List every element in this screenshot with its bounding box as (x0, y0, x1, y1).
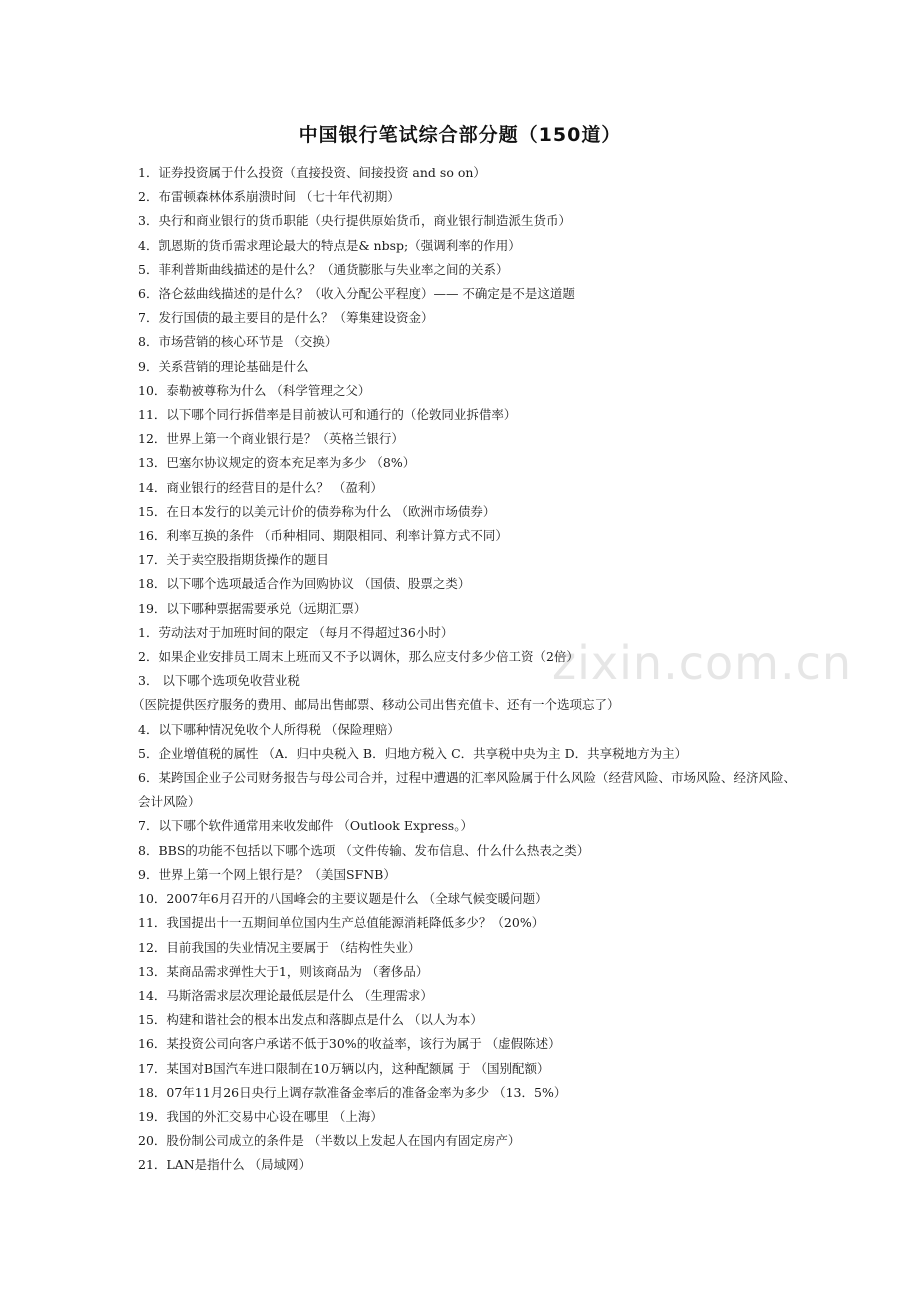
question-line: 4．以下哪种情况免收个人所得税 （保险理赔） (138, 721, 400, 737)
question-line: 18．以下哪个选项最适合作为回购协议 （国债、股票之类） (138, 576, 471, 592)
question-line: （医院提供医疗服务的费用、邮局出售邮票、移动公司出售充值卡、还有一个选项忘了） (132, 697, 620, 713)
question-line: 8．市场营销的核心环节是 （交换） (138, 334, 338, 350)
question-list (132, 161, 798, 1178)
question-line: 19．我国的外汇交易中心设在哪里 （上海） (138, 1108, 383, 1124)
question-line: 9．关系营销的理论基础是什么 (138, 358, 309, 374)
question-line: 14．马斯洛需求层次理论最低层是什么 （生理需求） (138, 987, 433, 1003)
watermark: zixin.com.cn (552, 636, 853, 690)
question-line: 7．发行国债的最主要目的是什么？（筹集建设资金） (138, 310, 434, 326)
question-line: 11．以下哪个同行拆借率是目前被认可和通行的（伦敦同业拆借率） (138, 407, 517, 423)
question-line: 17．关于卖空股指期货操作的题目 (138, 552, 329, 568)
question-line: 12．目前我国的失业情况主要属于 （结构性失业） (138, 939, 421, 955)
question-line: 1．劳动法对于加班时间的限定 （每月不得超过36小时） (138, 624, 454, 640)
question-line: 2．如果企业安排员工周末上班而又不予以调休，那么应支付多少倍工资（2倍） (138, 649, 579, 665)
question-line: 3． 以下哪个选项免收营业税 (138, 673, 300, 689)
question-line: 5．菲利普斯曲线描述的是什么？（通货膨胀与失业率之间的关系） (138, 261, 509, 277)
question-line: 21．LAN是指什么 （局域网） (138, 1157, 312, 1173)
question-line: 15．在日本发行的以美元计价的债券称为什么 （欧洲市场债券） (138, 503, 496, 519)
question-line: 6．洛仑兹曲线描述的是什么？（收入分配公平程度）—— 不确定是不是这道题 (138, 286, 575, 302)
question-line: 16．某投资公司向客户承诺不低于30%的收益率，该行为属于 （虚假陈述） (138, 1036, 561, 1052)
question-line: 7．以下哪个软件通常用来收发邮件 （Outlook Express。） (138, 818, 473, 834)
question-line: 17．某国对B国汽车进口限制在10万辆以内，这种配额属 于 （国别配额） (138, 1060, 550, 1076)
question-line: 10．2007年6月召开的八国峰会的主要议题是什么 （全球气候变暖问题） (138, 891, 548, 907)
question-line: 5．企业增值税的属性 （A．归中央税入 B．归地方税入 C．共享税中央为主 D．共享税地方为主） (138, 745, 688, 761)
question-line: 13．某商品需求弹性大于1，则该商品为 （奢侈品） (138, 963, 429, 979)
question-line: 1．证券投资属于什么投资（直接投资、间接投资 and so on） (138, 165, 486, 180)
question-line: 18．07年11月26日央行上调存款准备金率后的准备金率为多少 （13．5%） (138, 1084, 567, 1100)
question-line: 13．巴塞尔协议规定的资本充足率为多少 （8%） (138, 455, 416, 471)
question-line: 10．泰勒被尊称为什么 （科学管理之父） (138, 382, 371, 398)
question-line: 14．商业银行的经营目的是什么？ （盈利） (138, 479, 383, 495)
question-line: 3．央行和商业银行的货币职能（央行提供原始货币，商业银行制造派生货币） (138, 213, 571, 229)
question-line: 6．某跨国企业子公司财务报告与母公司合并，过程中遭遇的汇率风险属于什么风险（经营风险、市场风险、经济风险、会计风险） (138, 770, 796, 810)
question-line: 12．世界上第一个商业银行是？（英格兰银行） (138, 431, 404, 447)
question-line: 4．凯恩斯的货币需求理论最大的特点是& nbsp;（强调利率的作用） (138, 237, 521, 253)
question-line: 9．世界上第一个网上银行是？（美国SFNB） (138, 866, 396, 882)
question-line: 11．我国提出十一五期间单位国内生产总值能源消耗降低多少？（20%） (138, 915, 545, 931)
question-line: 16．利率互换的条件 （币种相同、期限相同、利率计算方式不同） (138, 528, 508, 544)
page-title: 中国银行笔试综合部分题（150道） (298, 124, 622, 146)
question-line: 20．股份制公司成立的条件是 （半数以上发起人在国内有固定房产） (138, 1133, 521, 1149)
question-line: 15．构建和谐社会的根本出发点和落脚点是什么 （以人为本） (138, 1012, 483, 1028)
question-line: 2．布雷顿森林体系崩溃时间 （七十年代初期） (138, 189, 400, 205)
question-line: 19．以下哪种票据需要承兑（远期汇票） (138, 600, 367, 616)
question-line: 8．BBS的功能不包括以下哪个选项 （文件传输、发布信息、什么什么热表之类） (138, 842, 590, 858)
